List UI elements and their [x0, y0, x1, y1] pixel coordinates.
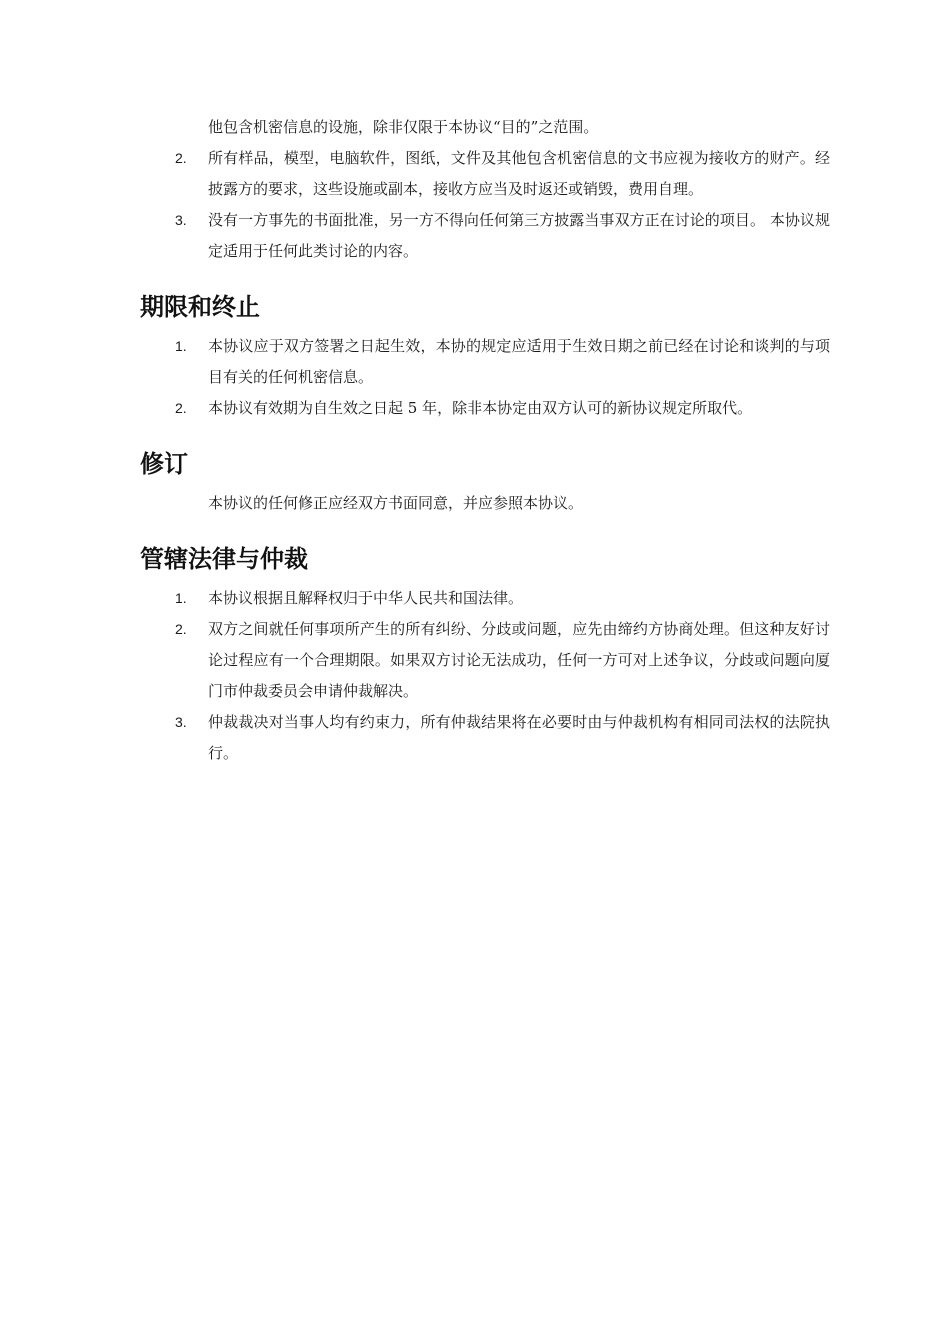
list-item: [140, 205, 830, 267]
list-number: 1.: [175, 590, 187, 606]
section-heading-term: 期限和终止: [140, 293, 260, 321]
list-item-text: 没有一方事先的书面批准，另一方不得向任何第三方披露当事双方正在讨论的项目。 本协议规定适用于任何此类讨论的内容。: [208, 211, 830, 260]
list-number: 2.: [175, 621, 187, 637]
list-item-text: 本协议应于双方签署之日起生效，本协的规定应适用于生效日期之前已经在讨论和谈判的与项目有关的任何机密信息。: [208, 337, 830, 386]
document-body: [140, 112, 830, 769]
section-heading-law: 管辖法律与仲裁: [140, 545, 308, 573]
list-item: [140, 583, 830, 614]
list-item: [140, 393, 830, 424]
list-item: [140, 143, 830, 205]
amendment-paragraph: 本协议的任何修正应经双方书面同意，并应参照本协议。: [208, 494, 584, 512]
list-number: 3.: [175, 212, 187, 228]
paragraph-continuation: 他包含机密信息的设施，除非仅限于本协议“目的”之范围。: [208, 118, 599, 136]
list-item: [140, 614, 830, 707]
list-item-text: 本协议根据且解释权归于中华人民共和国法律。: [208, 589, 524, 607]
list-number: 1.: [175, 338, 187, 354]
list-item-text: 所有样品，模型，电脑软件，图纸，文件及其他包含机密信息的文书应视为接收方的财产。经披露方的要求，这些设施或副本，接收方应当及时返还或销毁，费用自理。: [208, 149, 830, 198]
list-item: [140, 331, 830, 393]
list-number: 2.: [175, 150, 187, 166]
list-number: 3.: [175, 714, 187, 730]
list-item-text: 本协议有效期为自生效之日起 5 年，除非本协定由双方认可的新协议规定所取代。: [208, 399, 753, 417]
list-number: 2.: [175, 400, 187, 416]
section-heading-amendment: 修订: [140, 450, 188, 478]
list-item-text: 仲裁裁决对当事人均有约束力，所有仲裁结果将在必要时由与仲裁机构有相同司法权的法院执行。: [208, 713, 830, 762]
list-item: [140, 707, 830, 769]
list-item-text: 双方之间就任何事项所产生的所有纠纷、分歧或问题，应先由缔约方协商处理。但这种友好讨论过程应有一个合理期限。如果双方讨论无法成功，任何一方可对上述争议，分歧或问题向厦门市仲裁委员会申请仲裁解决。: [208, 620, 830, 700]
